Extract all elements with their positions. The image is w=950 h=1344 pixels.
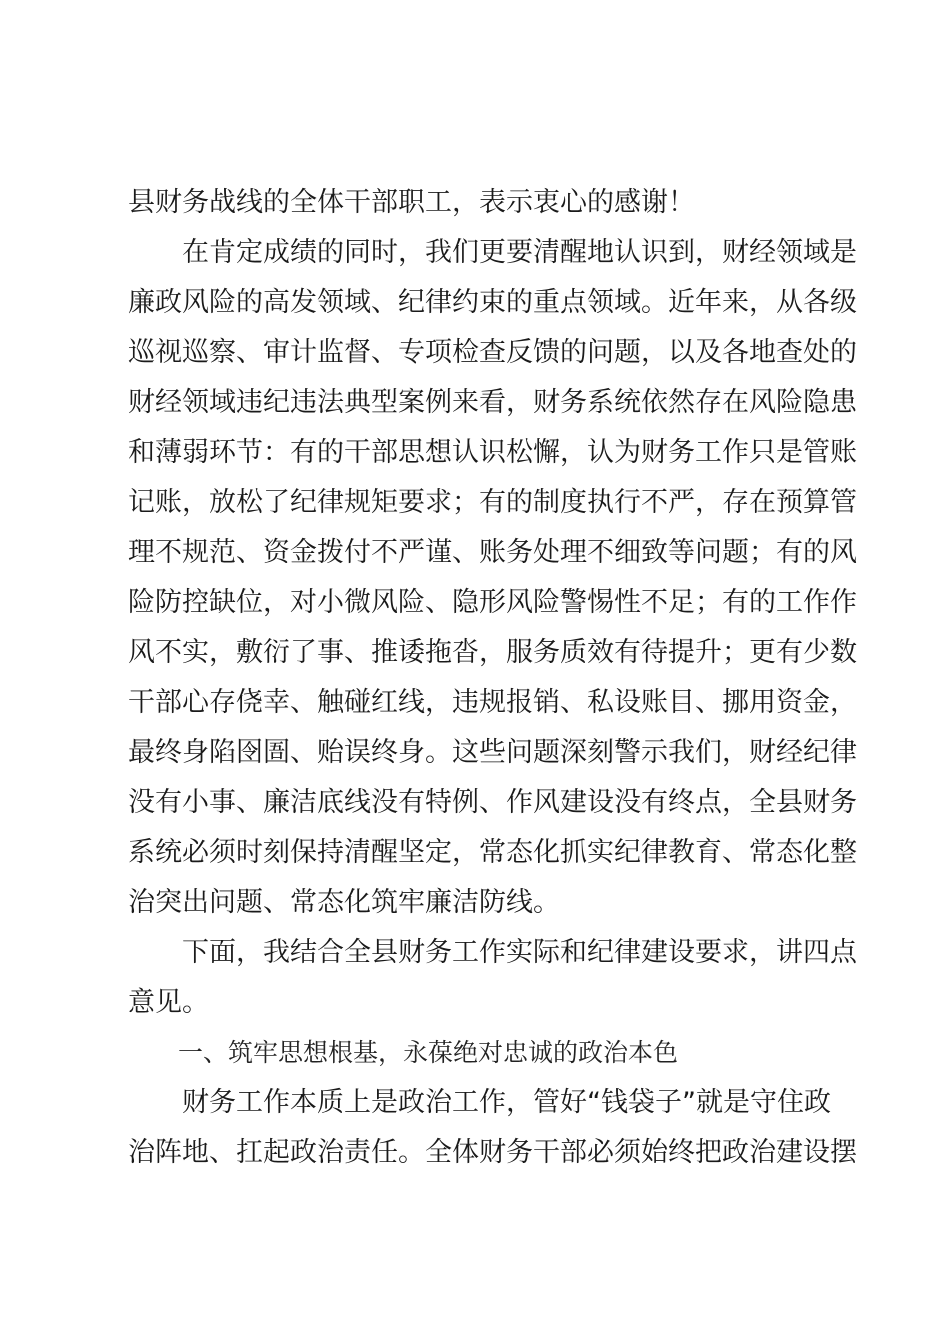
paragraph-first-line: 在肯定成绩的同时，我们更要清醒地认识到，财经领域是 (182, 237, 857, 268)
text-line: 意见。 (128, 987, 209, 1018)
text-line: 记账，放松了纪律规矩要求；有的制度执行不严，存在预算管 (128, 487, 857, 518)
text-line: 廉政风险的高发领域、纪律约束的重点领域。近年来，从各级 (128, 287, 857, 318)
text-line: 系统必须时刻保持清醒坚定，常态化抓实纪律教育、常态化整 (128, 837, 857, 868)
text-line: 最终身陷囹圄、贻误终身。这些问题深刻警示我们，财经纪律 (128, 737, 857, 768)
text-line: 干部心存侥幸、触碰红线，违规报销、私设账目、挪用资金， (128, 687, 857, 718)
text-line: 理不规范、资金拨付不严谨、账务处理不细致等问题；有的风 (128, 537, 857, 568)
text-line: 治阵地、扛起政治责任。全体财务干部必须始终把政治建设摆 (128, 1137, 857, 1168)
text-line: 险防控缺位，对小微风险、隐形风险警惕性不足；有的工作作 (128, 587, 857, 618)
document-body (128, 178, 857, 1178)
text-line: 县财务战线的全体干部职工，表示衷心的感谢！ (128, 187, 695, 218)
text-line: 财经领域违纪违法典型案例来看，财务系统依然存在风险隐患 (128, 387, 857, 418)
section-heading: 一、筑牢思想根基，永葆绝对忠诚的政治本色 (178, 1038, 679, 1067)
text-line: 没有小事、廉洁底线没有特例、作风建设没有终点，全县财务 (128, 787, 857, 818)
text-line: 治突出问题、常态化筑牢廉洁防线。 (128, 887, 560, 918)
text-line: 和薄弱环节：有的干部思想认识松懈，认为财务工作只是管账 (128, 437, 857, 468)
paragraph-first-line: 财务工作本质上是政治工作，管好“钱袋子”就是守住政 (182, 1087, 831, 1118)
paragraph-first-line: 下面，我结合全县财务工作实际和纪律建设要求，讲四点 (182, 937, 857, 968)
text-line: 巡视巡察、审计监督、专项检查反馈的问题，以及各地查处的 (128, 337, 857, 368)
text-line: 风不实，敷衍了事、推诿拖沓，服务质效有待提升；更有少数 (128, 637, 857, 668)
